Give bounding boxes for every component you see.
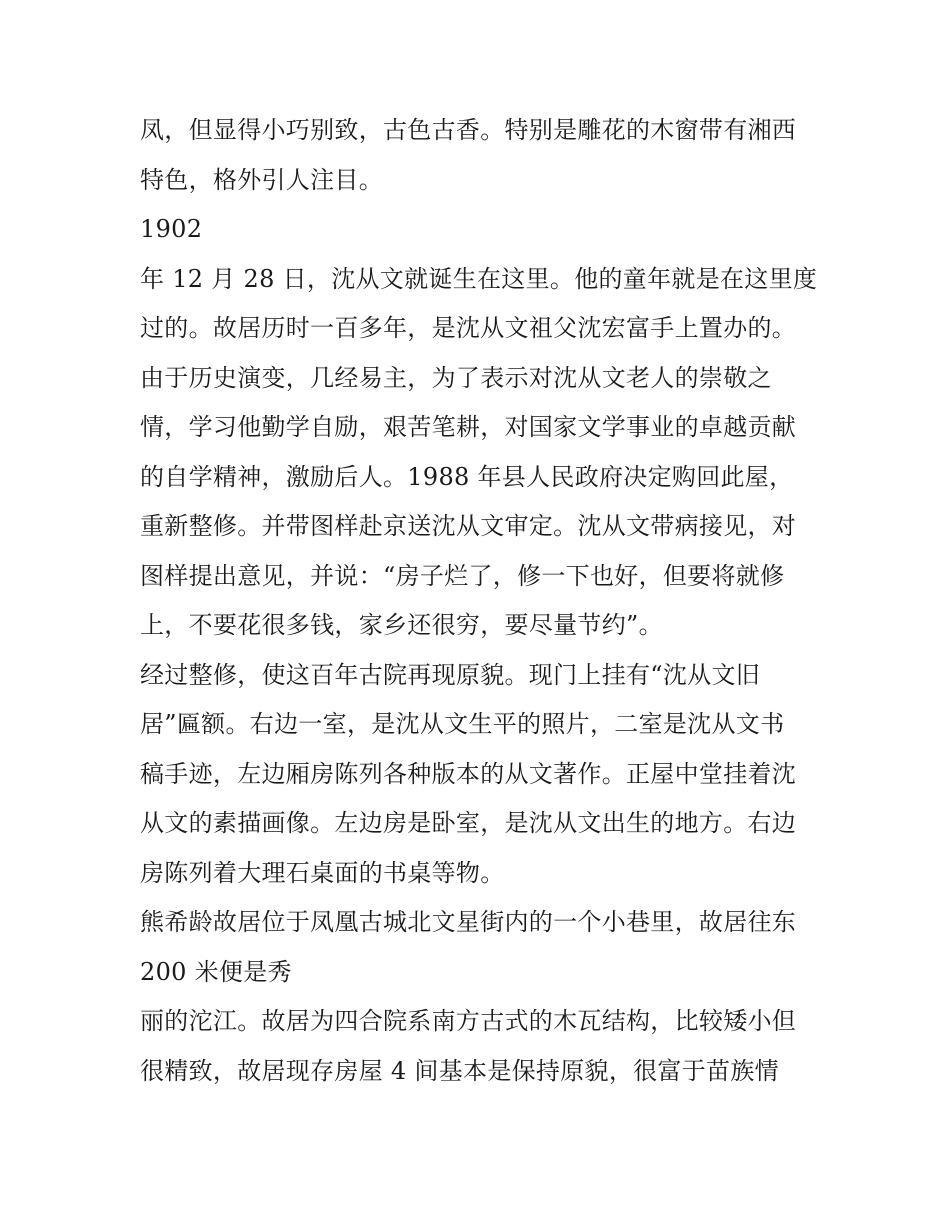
text-line: 重新整修。并带图样赴京送沈从文审定。沈从文带病接见，对 bbox=[140, 512, 797, 540]
text-line: 200 米便是秀 bbox=[140, 957, 292, 986]
text-line: 过的。故居历时一百多年，是沈从文祖父沈宏富手上置办的。 bbox=[140, 314, 797, 342]
text-line: 特色，格外引人注目。 bbox=[140, 165, 383, 194]
text-line: 经过整修，使这百年古院再现原貌。现门上挂有“沈从文旧 bbox=[140, 660, 761, 689]
text-line: 1902 bbox=[140, 215, 203, 243]
text-line: 年 12 月 28 日，沈从文就诞生在这里。他的童年就是在这里度 bbox=[140, 264, 818, 293]
text-line: 很精致，故居现存房屋 4 间基本是保持原貌，很富于苗族情 bbox=[140, 1056, 779, 1085]
text-line: 凤，但显得小巧别致，古色古香。特别是雕花的木窗带有湘西 bbox=[140, 116, 797, 144]
text-line: 房陈列着大理石桌面的书桌等物。 bbox=[140, 858, 505, 887]
text-line: 情，学习他勤学自励，艰苦笔耕，对国家文学事业的卓越贡献 bbox=[140, 413, 797, 441]
text-line: 上，不要花很多钱，家乡还很穷，要尽量节约”。 bbox=[140, 611, 663, 639]
text-line: 丽的沱江。故居为四合院系南方古式的木瓦结构，比较矮小但 bbox=[140, 1007, 797, 1035]
body-text bbox=[140, 106, 830, 1096]
text-line: 居”匾额。右边一室，是沈从文生平的照片，二室是沈从文书 bbox=[140, 710, 785, 738]
text-line: 由于历史演变，几经易主，为了表示对沈从文老人的崇敬之 bbox=[140, 363, 772, 392]
text-line: 图样提出意见，并说：“房子烂了，修一下也好，但要将就修 bbox=[140, 561, 785, 590]
text-line: 从文的素描画像。左边房是卧室，是沈从文出生的地方。右边 bbox=[140, 809, 797, 837]
text-line: 的自学精神，激励后人。1988 年县人民政府决定购回此屋， bbox=[140, 462, 794, 491]
text-line: 熊希龄故居位于凤凰古城北文星街内的一个小巷里，故居往东 bbox=[140, 908, 797, 936]
text-line: 稿手迹，左边厢房陈列各种版本的从文著作。正屋中堂挂着沈 bbox=[140, 759, 797, 788]
